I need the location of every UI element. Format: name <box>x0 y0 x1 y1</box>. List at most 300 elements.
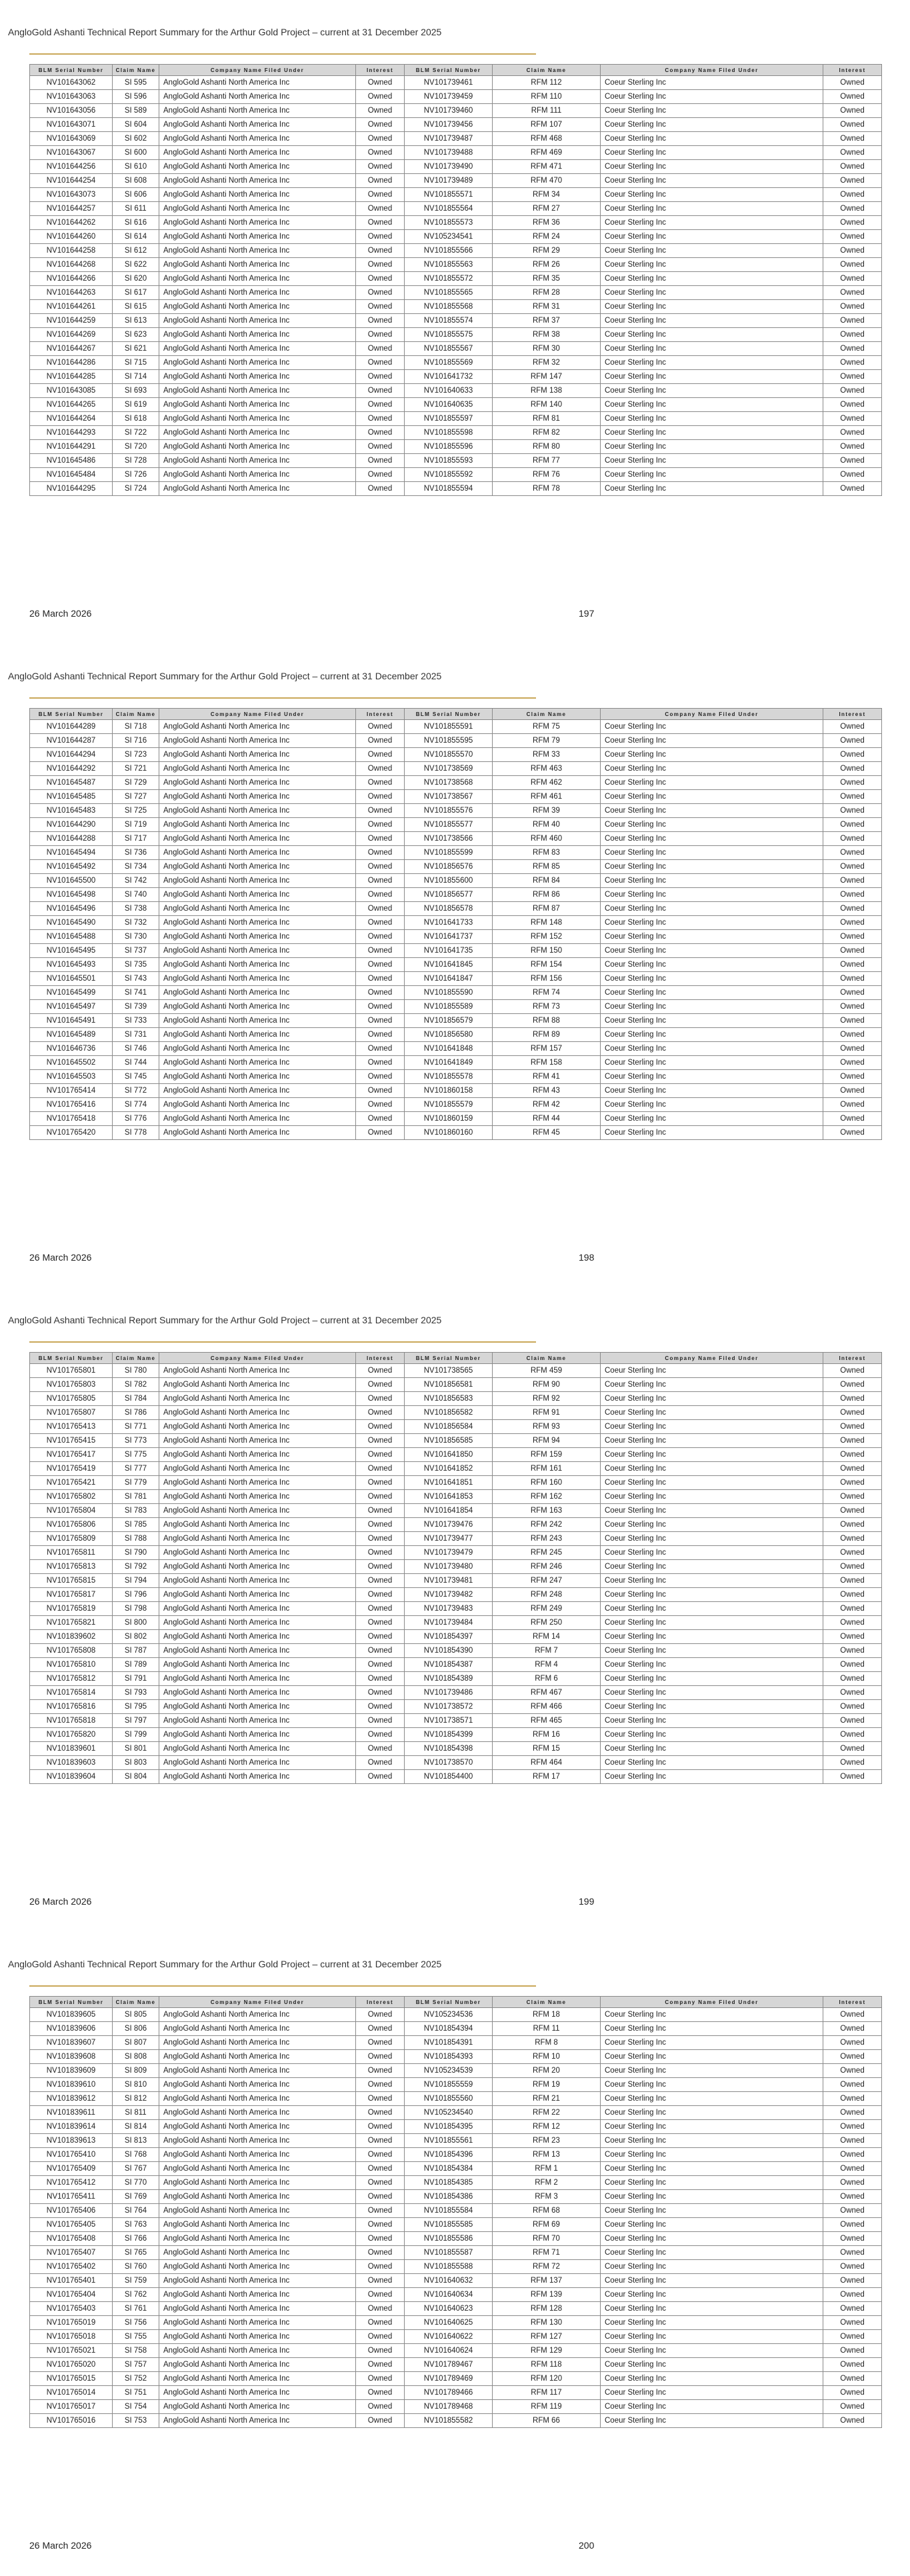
blm-serial-cell: NV105234539 <box>405 2064 493 2078</box>
claim-name-cell: SI 800 <box>113 1616 159 1630</box>
blm-serial-cell: NV101855591 <box>405 720 493 734</box>
blm-serial-cell: NV101739483 <box>405 1602 493 1616</box>
company-name-cell: Coeur Sterling Inc <box>601 188 823 202</box>
blm-serial-cell: NV101855586 <box>405 2232 493 2246</box>
claim-name-cell: RFM 469 <box>493 146 601 160</box>
company-name-cell: AngloGold Ashanti North America Inc <box>159 2316 356 2330</box>
table-row <box>30 762 882 776</box>
company-name-cell: Coeur Sterling Inc <box>601 804 823 818</box>
claim-name-cell: RFM 147 <box>493 370 601 384</box>
blm-serial-cell: NV101839609 <box>30 2064 113 2078</box>
claim-name-cell: SI 724 <box>113 482 159 496</box>
company-name-cell: AngloGold Ashanti North America Inc <box>159 2092 356 2106</box>
interest-cell: Owned <box>356 762 405 776</box>
table-row <box>30 1518 882 1532</box>
claim-name-cell: RFM 463 <box>493 762 601 776</box>
interest-cell: Owned <box>823 1014 882 1028</box>
claim-name-cell: RFM 19 <box>493 2078 601 2092</box>
claim-name-cell: RFM 82 <box>493 426 601 440</box>
blm-serial-cell: NV101739476 <box>405 1518 493 1532</box>
claim-name-cell: RFM 14 <box>493 1630 601 1644</box>
table-row <box>30 1602 882 1616</box>
claim-name-cell: RFM 88 <box>493 1014 601 1028</box>
company-name-cell: AngloGold Ashanti North America Inc <box>159 874 356 888</box>
claim-name-cell: RFM 130 <box>493 2316 601 2330</box>
company-name-cell: Coeur Sterling Inc <box>601 1504 823 1518</box>
column-header: Claim Name <box>493 1353 601 1364</box>
claim-name-cell: RFM 16 <box>493 1728 601 1742</box>
claim-name-cell: RFM 23 <box>493 2134 601 2148</box>
claim-name-cell: RFM 6 <box>493 1672 601 1686</box>
blm-serial-cell: NV101839613 <box>30 2134 113 2148</box>
blm-serial-cell: NV101644258 <box>30 244 113 258</box>
company-name-cell: Coeur Sterling Inc <box>601 1700 823 1714</box>
table-row <box>30 1462 882 1476</box>
blm-serial-cell: NV101765411 <box>30 2190 113 2204</box>
table-row <box>30 1546 882 1560</box>
table-row <box>30 342 882 356</box>
company-name-cell: AngloGold Ashanti North America Inc <box>159 1406 356 1420</box>
blm-serial-cell: NV101765416 <box>30 1098 113 1112</box>
blm-serial-cell: NV101765017 <box>30 2400 113 2414</box>
blm-serial-cell: NV101839608 <box>30 2050 113 2064</box>
interest-cell: Owned <box>823 1658 882 1672</box>
interest-cell: Owned <box>356 258 405 272</box>
blm-serial-cell: NV101860159 <box>405 1112 493 1126</box>
claim-name-cell: SI 805 <box>113 2008 159 2022</box>
interest-cell: Owned <box>356 2288 405 2302</box>
company-name-cell: AngloGold Ashanti North America Inc <box>159 286 356 300</box>
interest-cell: Owned <box>356 1700 405 1714</box>
table-row <box>30 2386 882 2400</box>
blm-serial-cell: NV101641854 <box>405 1504 493 1518</box>
blm-serial-cell: NV101855563 <box>405 258 493 272</box>
interest-cell: Owned <box>356 328 405 342</box>
interest-cell: Owned <box>823 2050 882 2064</box>
company-name-cell: Coeur Sterling Inc <box>601 2344 823 2358</box>
company-name-cell: AngloGold Ashanti North America Inc <box>159 776 356 790</box>
blm-serial-cell: NV101855588 <box>405 2260 493 2274</box>
interest-cell: Owned <box>356 2372 405 2386</box>
claim-name-cell: RFM 459 <box>493 1364 601 1378</box>
blm-serial-cell: NV101765418 <box>30 1112 113 1126</box>
company-name-cell: Coeur Sterling Inc <box>601 454 823 468</box>
blm-serial-cell: NV101765805 <box>30 1392 113 1406</box>
company-name-cell: AngloGold Ashanti North America Inc <box>159 1014 356 1028</box>
blm-serial-cell: NV101765403 <box>30 2302 113 2316</box>
claim-name-cell: RFM 464 <box>493 1756 601 1770</box>
column-header: BLM Serial Number <box>405 65 493 76</box>
interest-cell: Owned <box>356 720 405 734</box>
company-name-cell: AngloGold Ashanti North America Inc <box>159 300 356 314</box>
blm-serial-cell: NV101765404 <box>30 2288 113 2302</box>
claim-name-cell: SI 756 <box>113 2316 159 2330</box>
interest-cell: Owned <box>823 76 882 90</box>
header-rule <box>29 697 536 699</box>
footer-date: 26 March 2026 <box>29 1896 92 1907</box>
company-name-cell: AngloGold Ashanti North America Inc <box>159 244 356 258</box>
company-name-cell: Coeur Sterling Inc <box>601 1686 823 1700</box>
blm-serial-cell: NV101644289 <box>30 720 113 734</box>
interest-cell: Owned <box>823 370 882 384</box>
column-header: Company Name Filed Under <box>601 709 823 720</box>
claim-name-cell: RFM 117 <box>493 2386 601 2400</box>
blm-serial-cell: NV101739486 <box>405 1686 493 1700</box>
interest-cell: Owned <box>356 1672 405 1686</box>
claim-name-cell: SI 613 <box>113 314 159 328</box>
claim-name-cell: RFM 8 <box>493 2036 601 2050</box>
company-name-cell: AngloGold Ashanti North America Inc <box>159 1588 356 1602</box>
interest-cell: Owned <box>356 1518 405 1532</box>
blm-serial-cell: NV101641732 <box>405 370 493 384</box>
claim-name-cell: RFM 156 <box>493 972 601 986</box>
interest-cell: Owned <box>823 2190 882 2204</box>
company-name-cell: AngloGold Ashanti North America Inc <box>159 2372 356 2386</box>
interest-cell: Owned <box>356 1112 405 1126</box>
blm-serial-cell: NV101855594 <box>405 482 493 496</box>
interest-cell: Owned <box>356 2134 405 2148</box>
claim-name-cell: RFM 159 <box>493 1448 601 1462</box>
claim-name-cell: SI 717 <box>113 832 159 846</box>
interest-cell: Owned <box>823 2120 882 2134</box>
company-name-cell: Coeur Sterling Inc <box>601 1644 823 1658</box>
claim-name-cell: SI 769 <box>113 2190 159 2204</box>
column-header: Interest <box>356 1997 405 2008</box>
blm-serial-cell: NV101644259 <box>30 314 113 328</box>
table-row <box>30 2204 882 2218</box>
claim-name-cell: SI 610 <box>113 160 159 174</box>
claim-name-cell: RFM 37 <box>493 314 601 328</box>
claim-name-cell: RFM 158 <box>493 1056 601 1070</box>
claim-name-cell: SI 765 <box>113 2246 159 2260</box>
interest-cell: Owned <box>823 2386 882 2400</box>
claim-name-cell: RFM 127 <box>493 2330 601 2344</box>
interest-cell: Owned <box>356 2008 405 2022</box>
blm-serial-cell: NV101765815 <box>30 1574 113 1588</box>
claim-name-cell: RFM 119 <box>493 2400 601 2414</box>
company-name-cell: AngloGold Ashanti North America Inc <box>159 1448 356 1462</box>
blm-serial-cell: NV101644293 <box>30 426 113 440</box>
blm-serial-cell: NV101855578 <box>405 1070 493 1084</box>
interest-cell: Owned <box>356 1686 405 1700</box>
column-header: Interest <box>356 65 405 76</box>
table-row <box>30 804 882 818</box>
company-name-cell: AngloGold Ashanti North America Inc <box>159 2414 356 2428</box>
company-name-cell: AngloGold Ashanti North America Inc <box>159 1504 356 1518</box>
claim-name-cell: RFM 81 <box>493 412 601 426</box>
company-name-cell: AngloGold Ashanti North America Inc <box>159 2036 356 2050</box>
table-row <box>30 1364 882 1378</box>
company-name-cell: Coeur Sterling Inc <box>601 1406 823 1420</box>
interest-cell: Owned <box>823 356 882 370</box>
table-row <box>30 272 882 286</box>
blm-serial-cell: NV101644286 <box>30 356 113 370</box>
table-row <box>30 1098 882 1112</box>
company-name-cell: Coeur Sterling Inc <box>601 1014 823 1028</box>
claim-name-cell: RFM 15 <box>493 1742 601 1756</box>
interest-cell: Owned <box>356 790 405 804</box>
interest-cell: Owned <box>356 146 405 160</box>
claim-name-cell: SI 787 <box>113 1644 159 1658</box>
interest-cell: Owned <box>823 1112 882 1126</box>
table-row <box>30 440 882 454</box>
claim-name-cell: SI 612 <box>113 244 159 258</box>
blm-serial-cell: NV101855573 <box>405 216 493 230</box>
claim-name-cell: SI 807 <box>113 2036 159 2050</box>
table-row <box>30 370 882 384</box>
claim-name-cell: SI 795 <box>113 1700 159 1714</box>
claim-name-cell: SI 777 <box>113 1462 159 1476</box>
claim-name-cell: SI 759 <box>113 2274 159 2288</box>
interest-cell: Owned <box>356 776 405 790</box>
company-name-cell: Coeur Sterling Inc <box>601 104 823 118</box>
company-name-cell: Coeur Sterling Inc <box>601 174 823 188</box>
company-name-cell: AngloGold Ashanti North America Inc <box>159 2050 356 2064</box>
interest-cell: Owned <box>823 2274 882 2288</box>
claim-name-cell: RFM 72 <box>493 2260 601 2274</box>
table-row <box>30 818 882 832</box>
interest-cell: Owned <box>356 1126 405 1140</box>
claim-name-cell: SI 776 <box>113 1112 159 1126</box>
claim-name-cell: SI 617 <box>113 286 159 300</box>
claim-name-cell: RFM 31 <box>493 300 601 314</box>
interest-cell: Owned <box>356 1658 405 1672</box>
blm-serial-cell: NV101645492 <box>30 860 113 874</box>
company-name-cell: Coeur Sterling Inc <box>601 2022 823 2036</box>
interest-cell: Owned <box>823 2372 882 2386</box>
interest-cell: Owned <box>356 202 405 216</box>
interest-cell: Owned <box>356 902 405 916</box>
company-name-cell: AngloGold Ashanti North America Inc <box>159 2204 356 2218</box>
table-row <box>30 398 882 412</box>
claim-name-cell: SI 753 <box>113 2414 159 2428</box>
claim-name-cell: RFM 163 <box>493 1504 601 1518</box>
table-row <box>30 2036 882 2050</box>
interest-cell: Owned <box>356 2386 405 2400</box>
interest-cell: Owned <box>823 1126 882 1140</box>
blm-serial-cell: NV101765407 <box>30 2246 113 2260</box>
blm-serial-cell: NV101645488 <box>30 930 113 944</box>
company-name-cell: Coeur Sterling Inc <box>601 2120 823 2134</box>
interest-cell: Owned <box>356 2246 405 2260</box>
interest-cell: Owned <box>823 174 882 188</box>
company-name-cell: AngloGold Ashanti North America Inc <box>159 202 356 216</box>
footer-date: 26 March 2026 <box>29 2540 92 2551</box>
interest-cell: Owned <box>823 1518 882 1532</box>
interest-cell: Owned <box>823 468 882 482</box>
company-name-cell: Coeur Sterling Inc <box>601 356 823 370</box>
interest-cell: Owned <box>356 1588 405 1602</box>
company-name-cell: AngloGold Ashanti North America Inc <box>159 104 356 118</box>
company-name-cell: AngloGold Ashanti North America Inc <box>159 2358 356 2372</box>
blm-serial-cell: NV101765413 <box>30 1420 113 1434</box>
company-name-cell: AngloGold Ashanti North America Inc <box>159 958 356 972</box>
interest-cell: Owned <box>823 1588 882 1602</box>
blm-serial-cell: NV101856585 <box>405 1434 493 1448</box>
table-row <box>30 2414 882 2428</box>
interest-cell: Owned <box>356 2176 405 2190</box>
claim-name-cell: RFM 129 <box>493 2344 601 2358</box>
interest-cell: Owned <box>356 1070 405 1084</box>
claim-name-cell: RFM 247 <box>493 1574 601 1588</box>
blm-serial-cell: NV101839610 <box>30 2078 113 2092</box>
interest-cell: Owned <box>823 1406 882 1420</box>
claim-name-cell: SI 812 <box>113 2092 159 2106</box>
claim-name-cell: SI 719 <box>113 818 159 832</box>
interest-cell: Owned <box>823 398 882 412</box>
blm-serial-cell: NV105234540 <box>405 2106 493 2120</box>
interest-cell: Owned <box>356 1630 405 1644</box>
claim-name-cell: SI 797 <box>113 1714 159 1728</box>
company-name-cell: AngloGold Ashanti North America Inc <box>159 1686 356 1700</box>
table-row <box>30 1042 882 1056</box>
interest-cell: Owned <box>823 734 882 748</box>
blm-serial-cell: NV101765421 <box>30 1476 113 1490</box>
table-row <box>30 1490 882 1504</box>
blm-serial-cell: NV101643063 <box>30 90 113 104</box>
blm-serial-cell: NV101644261 <box>30 300 113 314</box>
company-name-cell: AngloGold Ashanti North America Inc <box>159 2078 356 2092</box>
interest-cell: Owned <box>356 440 405 454</box>
company-name-cell: Coeur Sterling Inc <box>601 2260 823 2274</box>
company-name-cell: AngloGold Ashanti North America Inc <box>159 272 356 286</box>
blm-serial-cell: NV101765821 <box>30 1616 113 1630</box>
company-name-cell: AngloGold Ashanti North America Inc <box>159 132 356 146</box>
blm-serial-cell: NV101644254 <box>30 174 113 188</box>
claim-name-cell: SI 764 <box>113 2204 159 2218</box>
table-row <box>30 188 882 202</box>
interest-cell: Owned <box>356 1560 405 1574</box>
company-name-cell: AngloGold Ashanti North America Inc <box>159 2400 356 2414</box>
interest-cell: Owned <box>823 2064 882 2078</box>
claim-name-cell: RFM 120 <box>493 2372 601 2386</box>
claim-name-cell: SI 761 <box>113 2302 159 2316</box>
interest-cell: Owned <box>823 160 882 174</box>
interest-cell: Owned <box>823 104 882 118</box>
blm-serial-cell: NV101789468 <box>405 2400 493 2414</box>
company-name-cell: Coeur Sterling Inc <box>601 286 823 300</box>
claim-name-cell: SI 799 <box>113 1728 159 1742</box>
company-name-cell: Coeur Sterling Inc <box>601 1546 823 1560</box>
company-name-cell: AngloGold Ashanti North America Inc <box>159 2386 356 2400</box>
claim-name-cell: RFM 248 <box>493 1588 601 1602</box>
interest-cell: Owned <box>823 1490 882 1504</box>
company-name-cell: AngloGold Ashanti North America Inc <box>159 2134 356 2148</box>
table-row <box>30 2330 882 2344</box>
table-row <box>30 2344 882 2358</box>
table-row <box>30 1448 882 1462</box>
company-name-cell: AngloGold Ashanti North America Inc <box>159 1644 356 1658</box>
company-name-cell: AngloGold Ashanti North America Inc <box>159 1462 356 1476</box>
blm-serial-cell: NV101765410 <box>30 2148 113 2162</box>
table-row <box>30 1028 882 1042</box>
interest-cell: Owned <box>823 1644 882 1658</box>
company-name-cell: Coeur Sterling Inc <box>601 76 823 90</box>
claim-name-cell: SI 616 <box>113 216 159 230</box>
blm-serial-cell: NV101643085 <box>30 384 113 398</box>
company-name-cell: AngloGold Ashanti North America Inc <box>159 1560 356 1574</box>
claim-name-cell: SI 757 <box>113 2358 159 2372</box>
interest-cell: Owned <box>356 2120 405 2134</box>
claim-name-cell: RFM 20 <box>493 2064 601 2078</box>
column-header: Interest <box>823 65 882 76</box>
table-row <box>30 1000 882 1014</box>
table-row <box>30 132 882 146</box>
claim-name-cell: SI 716 <box>113 734 159 748</box>
company-name-cell: Coeur Sterling Inc <box>601 1420 823 1434</box>
company-name-cell: Coeur Sterling Inc <box>601 2274 823 2288</box>
company-name-cell: AngloGold Ashanti North America Inc <box>159 314 356 328</box>
blm-serial-cell: NV101789467 <box>405 2358 493 2372</box>
interest-cell: Owned <box>823 2316 882 2330</box>
footer-date: 26 March 2026 <box>29 608 92 619</box>
claim-name-cell: SI 736 <box>113 846 159 860</box>
blm-serial-cell: NV101765019 <box>30 2316 113 2330</box>
claim-name-cell: SI 803 <box>113 1756 159 1770</box>
table-row <box>30 2162 882 2176</box>
company-name-cell: AngloGold Ashanti North America Inc <box>159 2344 356 2358</box>
interest-cell: Owned <box>823 1448 882 1462</box>
interest-cell: Owned <box>356 818 405 832</box>
claim-name-cell: SI 755 <box>113 2330 159 2344</box>
company-name-cell: AngloGold Ashanti North America Inc <box>159 1756 356 1770</box>
page-header: AngloGold Ashanti Technical Report Summary for the Arthur Gold Project – current at 31 December 2025 <box>8 671 442 681</box>
claim-name-cell: SI 721 <box>113 762 159 776</box>
blm-serial-cell: NV101738567 <box>405 790 493 804</box>
table-row <box>30 2316 882 2330</box>
interest-cell: Owned <box>356 1770 405 1784</box>
company-name-cell: Coeur Sterling Inc <box>601 1070 823 1084</box>
blm-serial-cell: NV101765817 <box>30 1588 113 1602</box>
interest-cell: Owned <box>823 1476 882 1490</box>
claim-name-cell: RFM 79 <box>493 734 601 748</box>
interest-cell: Owned <box>356 2106 405 2120</box>
interest-cell: Owned <box>356 1574 405 1588</box>
company-name-cell: AngloGold Ashanti North America Inc <box>159 986 356 1000</box>
table-row <box>30 902 882 916</box>
blm-serial-cell: NV101738566 <box>405 832 493 846</box>
blm-serial-cell: NV101855584 <box>405 2204 493 2218</box>
company-name-cell: AngloGold Ashanti North America Inc <box>159 804 356 818</box>
blm-serial-cell: NV101765816 <box>30 1700 113 1714</box>
interest-cell: Owned <box>356 1490 405 1504</box>
company-name-cell: AngloGold Ashanti North America Inc <box>159 1112 356 1126</box>
claim-name-cell: SI 623 <box>113 328 159 342</box>
claim-name-cell: SI 741 <box>113 986 159 1000</box>
table-row <box>30 2022 882 2036</box>
blm-serial-cell: NV101738572 <box>405 1700 493 1714</box>
interest-cell: Owned <box>823 986 882 1000</box>
claims-table <box>29 64 882 496</box>
interest-cell: Owned <box>356 2232 405 2246</box>
interest-cell: Owned <box>356 76 405 90</box>
blm-serial-cell: NV101739489 <box>405 174 493 188</box>
company-name-cell: AngloGold Ashanti North America Inc <box>159 2064 356 2078</box>
blm-serial-cell: NV101641850 <box>405 1448 493 1462</box>
company-name-cell: Coeur Sterling Inc <box>601 1476 823 1490</box>
company-name-cell: AngloGold Ashanti North America Inc <box>159 1378 356 1392</box>
company-name-cell: Coeur Sterling Inc <box>601 2288 823 2302</box>
blm-serial-cell: NV101855560 <box>405 2092 493 2106</box>
claim-name-cell: SI 729 <box>113 776 159 790</box>
claim-name-cell: SI 621 <box>113 342 159 356</box>
interest-cell: Owned <box>356 1420 405 1434</box>
interest-cell: Owned <box>823 1756 882 1770</box>
company-name-cell: AngloGold Ashanti North America Inc <box>159 2120 356 2134</box>
blm-serial-cell: NV101644260 <box>30 230 113 244</box>
claim-name-cell: SI 784 <box>113 1392 159 1406</box>
blm-serial-cell: NV101738569 <box>405 762 493 776</box>
